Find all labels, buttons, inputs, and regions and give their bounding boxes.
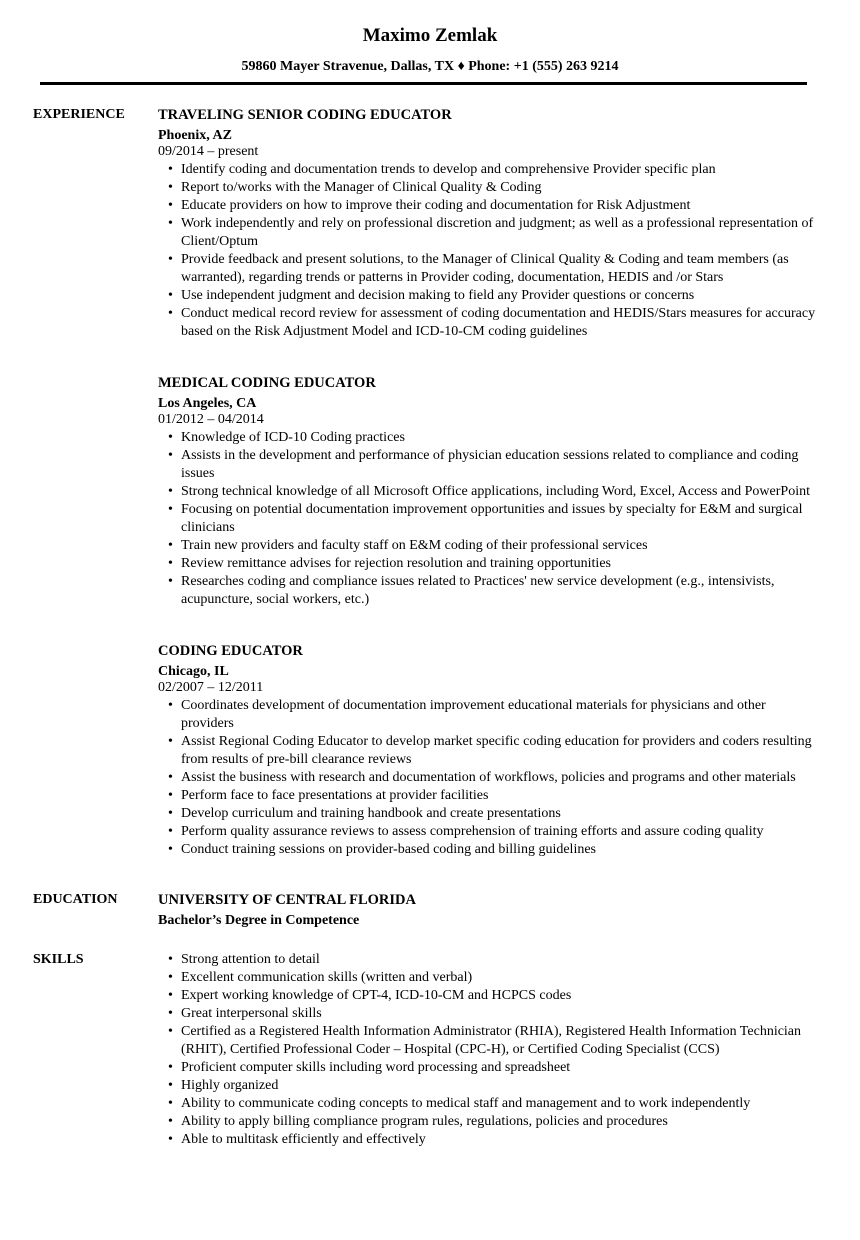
section-skills	[33, 951, 822, 1149]
bullet-item: • Educate providers on how to improve their coding and documentation for Risk Adjustment	[181, 197, 822, 215]
bullet-item: • Certified as a Registered Health Information Administrator (RHIA), Registered Health Information Technician (RHIT), Certified Professional Coder – Hospital (CPC-H), or Certified Coding Specialist (CCS)	[181, 1023, 822, 1059]
bullet-item: • Provide feedback and present solutions, to the Manager of Clinical Quality & Coding and team members (as warranted), regarding trends or patterns in Provider coding, documentation, HEDIS and /or Stars	[181, 251, 822, 287]
bullet-item: • Knowledge of ICD-10 Coding practices	[181, 429, 822, 447]
job-title: CODING EDUCATOR	[158, 643, 303, 659]
job-location: Chicago, IL	[158, 664, 229, 679]
education-content	[158, 891, 822, 929]
bullet-item: • Train new providers and faculty staff on E&M coding of their professional services	[181, 537, 822, 555]
job-bullet-list	[158, 697, 822, 859]
bullet-item: • Strong technical knowledge of all Microsoft Office applications, including Word, Excel, Access and PowerPoint	[181, 483, 822, 501]
bullet-item: • Assist Regional Coding Educator to develop market specific coding education for providers and coders resulting from results of pre-bill clearance reviews	[181, 733, 822, 769]
bullet-item: • Use independent judgment and decision making to field any Provider questions or concerns	[181, 287, 822, 305]
bullet-item: • Highly organized	[181, 1077, 822, 1095]
resume-name: Maximo Zemlak	[362, 25, 498, 46]
contact-line: 59860 Mayer Stravenue, Dallas, TX ♦ Phone: +1 (555) 263 9214	[241, 59, 619, 74]
bullet-item: • Ability to apply billing compliance program rules, regulations, policies and procedures	[181, 1113, 822, 1131]
bullet-item: • Perform quality assurance reviews to assess comprehension of training efforts and assure coding quality	[181, 823, 822, 841]
bullet-item: • Researches coding and compliance issues related to Practices' new service development (e.g., intensivists, acupuncture, social workers, etc.)	[181, 573, 822, 609]
bullet-item: • Great interpersonal skills	[181, 1005, 822, 1023]
experience-label: EXPERIENCE	[33, 107, 125, 122]
bullet-item: • Review remittance advises for rejection resolution and training opportunities	[181, 555, 822, 573]
bullet-item: • Conduct medical record review for assessment of coding documentation and HEDIS/Stars measures for accuracy based on the Risk Adjustment Model and ICD-10-CM coding guidelines	[181, 305, 822, 341]
job-dates: 01/2012 – 04/2014	[158, 411, 264, 427]
resume-header	[0, 0, 860, 75]
bullet-item: • Coordinates development of documentation improvement educational materials for physicians and other providers	[181, 697, 822, 733]
job-location: Phoenix, AZ	[158, 128, 232, 143]
bullet-item: • Able to multitask efficiently and effectively	[181, 1131, 822, 1149]
bullet-item: • Develop curriculum and training handbook and create presentations	[181, 805, 822, 823]
bullet-item: • Assist the business with research and documentation of workflows, policies and programs and other materials	[181, 769, 822, 787]
section-education	[33, 891, 822, 929]
bullet-item: • Focusing on potential documentation improvement opportunities and issues by specialty for E&M and surgical clinicians	[181, 501, 822, 537]
section-experience	[33, 106, 822, 859]
bullet-item: • Proficient computer skills including word processing and spreadsheet	[181, 1059, 822, 1077]
job-bullet-list	[158, 161, 822, 341]
job-title: MEDICAL CODING EDUCATOR	[158, 375, 376, 391]
bullet-item: • Perform face to face presentations at provider facilities	[181, 787, 822, 805]
education-school: UNIVERSITY OF CENTRAL FLORIDA	[158, 892, 416, 908]
skills-bullet-list	[158, 951, 822, 1149]
job-entry	[158, 106, 822, 341]
bullet-item: • Ability to communicate coding concepts to medical staff and management and to work independently	[181, 1095, 822, 1113]
job-bullet-list	[158, 429, 822, 609]
bullet-item: • Assists in the development and performance of physician education sessions related to compliance and coding issues	[181, 447, 822, 483]
skills-content	[158, 951, 822, 1149]
skills-label: SKILLS	[33, 952, 84, 967]
bullet-item: • Conduct training sessions on provider-based coding and billing guidelines	[181, 841, 822, 859]
job-title: TRAVELING SENIOR CODING EDUCATOR	[158, 107, 452, 123]
education-degree: Bachelor’s Degree in Competence	[158, 913, 360, 928]
bullet-item: • Work independently and rely on professional discretion and judgment; as well as a professional representation of Client/Optum	[181, 215, 822, 251]
education-label: EDUCATION	[33, 892, 118, 907]
job-dates: 09/2014 – present	[158, 143, 259, 159]
resume-body	[0, 85, 860, 1149]
job-entry	[158, 642, 822, 859]
job-entry	[158, 374, 822, 609]
bullet-item: • Report to/works with the Manager of Clinical Quality & Coding	[181, 179, 822, 197]
experience-content	[158, 106, 822, 859]
bullet-item: • Expert working knowledge of CPT-4, ICD-10-CM and HCPCS codes	[181, 987, 822, 1005]
bullet-item: • Identify coding and documentation trends to develop and comprehensive Provider specific plan	[181, 161, 822, 179]
job-location: Los Angeles, CA	[158, 396, 257, 411]
job-dates: 02/2007 – 12/2011	[158, 679, 264, 695]
bullet-item: • Excellent communication skills (written and verbal)	[181, 969, 822, 987]
bullet-item: • Strong attention to detail	[181, 951, 822, 969]
